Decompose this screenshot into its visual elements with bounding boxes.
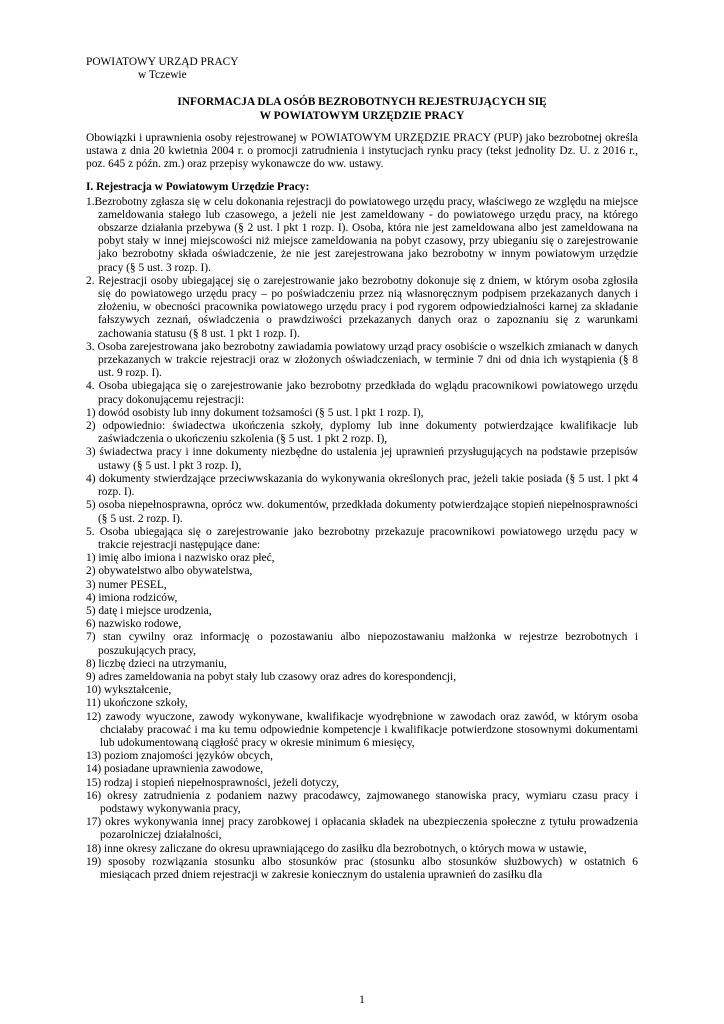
list-item: 5) datę i miejsce urodzenia,: [86, 604, 212, 617]
list-item: 4) imiona rodziców,: [86, 591, 178, 604]
section-heading: I. Rejestracja w Powiatowym Urzędzie Pracy:: [86, 181, 310, 194]
list-item: 6) nazwisko rodowe,: [86, 618, 182, 631]
list-item: 12) zawody wyuczone, zawody wykonywane, kwalifikacje wyodrębnione w zawodach oraz zawód, w którym osoba chciałaby pracować i ma ku temu odpowiednie kompetencje i kwalifikacje potwierdzone stosownymi dokumentami lub udokumentowaną ciągłość pracy w okresie minimum 6 miesięcy,: [86, 710, 638, 749]
title-line-2: W POWIATOWYM URZĘDZIE PRACY: [259, 109, 465, 122]
paragraph-3: 3. Osoba zarejestrowana jako bezrobotny zawiadamia powiatowy urząd pracy osobiście o wszelkich zmianach w danych przekazanych w trakcie rejestracji oraz w złożonych oświadczeniach, w terminie 7 dni od dnia ich wystąpienia (§ 8 ust. 9 rozp. I).: [86, 340, 638, 380]
list-item: 5) osoba niepełnosprawna, oprócz ww. dokumentów, przedkłada dokumenty potwierdzające stopień niepełnosprawności (§ 5 ust. 2 rozp. I).: [86, 499, 638, 525]
list-item: 11) ukończone szkoły,: [86, 697, 188, 710]
list-item: 1) imię albo imiona i nazwisko oraz płeć,: [86, 552, 275, 565]
title-line-1: INFORMACJA DLA OSÓB BEZROBOTNYCH REJESTRUJĄCYCH SIĘ: [177, 96, 547, 109]
list-item: 18) inne okresy zaliczane do okresu uprawniającego do zasiłku dla bezrobotnych, o których mowa w ustawie,: [86, 842, 587, 855]
list-item: 10) wykształcenie,: [86, 684, 172, 697]
documents-list: [86, 407, 638, 526]
list-item: 15) rodzaj i stopień niepełnosprawności, jeżeli dotyczy,: [86, 776, 339, 789]
paragraph-1: 1.Bezrobotny zgłasza się w celu dokonania rejestracji do powiatowego urzędu pracy, właściwego ze względu na miejsce zameldowania stałego lub czasowego, a jeżeli nie jest zameldowany - do powiatowego urzędu pracy, na którego obszarze działania przebywa (§ 2 ust. l pkt 1 rozp. I). Osoba, która nie jest zameldowana albo jest zameldowana na pobyt stały w innej miejscowości niż miejsce zameldowania na pobyt czasowy, przy ubieganiu się o zarejestrowanie jako bezrobotny składa oświadczenie, że nie jest zarejestrowana jako bezrobotny w innym powiatowym urzędzie pracy (§ 5 ust. 3 rozp. I).: [86, 195, 638, 274]
paragraph-2: 2. Rejestracji osoby ubiegającej się o zarejestrowanie jako bezrobotny dokonuje się z dniem, w którym osoba zgłosiła się do powiatowego urzędu pracy – po poświadczeniu przez nią własnoręcznym podpisem przekazanych danych i złożeniu, w obecności pracownika powiatowego urzędu pracy i pod rygorem odpowiedzialności karnej za składanie fałszywych zeznań, oświadczenia o prawdziwości przekazanych danych oraz o zapoznaniu się z warunkami zachowania statusu (§ 8 ust. 1 pkt 1 rozp. I).: [86, 274, 638, 340]
office-name: POWIATOWY URZĄD PRACY: [86, 56, 239, 68]
list-item: 2) obywatelstwo albo obywatelstwa,: [86, 565, 253, 578]
office-city: w Tczewie: [138, 69, 187, 82]
list-item: 9) adres zameldowania na pobyt stały lub czasowy oraz adres do korespondencji,: [86, 670, 457, 683]
list-item: 14) posiadane uprawnienia zawodowe,: [86, 763, 264, 776]
list-item: 2) odpowiednio: świadectwa ukończenia szkoły, dyplomy lub inne dokumenty potwierdzające kwalifikacje lub zaświadczenia o ukończeniu szkolenia (§ 5 ust. 1 pkt 2 rozp. I),: [86, 420, 638, 446]
document-title: [86, 96, 638, 122]
paragraph-5: 5. Osoba ubiegająca się o zarejestrowanie jako bezrobotny przekazuje pracownikowi powiatowego urzędu pacy w trakcie rejestracji następujące dane:: [86, 525, 638, 551]
page-number: 1: [359, 994, 365, 1006]
data-list: [86, 552, 638, 882]
paragraph-4: 4. Osoba ubiegająca się o zarejestrowanie jako bezrobotny przedkłada do wglądu pracownikowi powiatowego urzędu pracy dokonującemu rejestracji:: [86, 380, 638, 406]
list-item: 1) dowód osobisty lub inny dokument tożsamości (§ 5 ust. l pkt 1 rozp. I),: [86, 406, 424, 419]
list-item: 7) stan cywilny oraz informację o pozostawaniu albo niepozostawaniu małżonka w rejestrze bezrobotnych i poszukujących pracy,: [86, 631, 638, 657]
intro-paragraph: Obowiązki i uprawnienia osoby rejestrowanej w POWIATOWYM URZĘDZIE PRACY (PUP) jako bezrobotnej określa ustawa z dnia 20 kwietnia 2004 r. o promocji zatrudnienia i instytucjach rynku pracy (tekst jednolity Dz. U. z 2016 r., poz. 645 z późn. zm.) oraz przepisy wykonawcze do ww. ustawy.: [86, 131, 638, 171]
list-item: 4) dokumenty stwierdzające przeciwwskazania do wykonywania określonych prac, jeżeli takie posiada (§ 5 ust. l pkt 4 rozp. I).: [86, 472, 638, 499]
list-item: 17) okres wykonywania innej pracy zarobkowej i opłacania składek na ubezpieczenia społeczne z tytułu prowadzenia pozarolniczej działalności,: [86, 816, 638, 842]
list-item: 13) poziom znajomości języków obcych,: [86, 750, 273, 763]
list-item: 3) numer PESEL,: [86, 578, 167, 591]
document-content: [86, 56, 638, 882]
list-item: 8) liczbę dzieci na utrzymaniu,: [86, 657, 227, 670]
list-item: 19) sposoby rozwiązania stosunku albo stosunków prac (stosunku albo stosunków służbowych) w ostatnich 6 miesiącach przed dniem rejestracji w zakresie koniecznym do ustalenia uprawnień do zasiłku dla: [86, 855, 638, 881]
list-item: 16) okresy zatrudnienia z podaniem nazwy pracodawcy, zajmowanego stanowiska pracy, wymiaru czasu pracy i podstawy wykonywania pracy,: [86, 789, 638, 815]
list-item: 3) świadectwa pracy i inne dokumenty niezbędne do ustalenia jej uprawnień przysługujących na podstawie przepisów ustawy (§ 5 ust. l pkt 3 rozp. I),: [86, 446, 638, 472]
